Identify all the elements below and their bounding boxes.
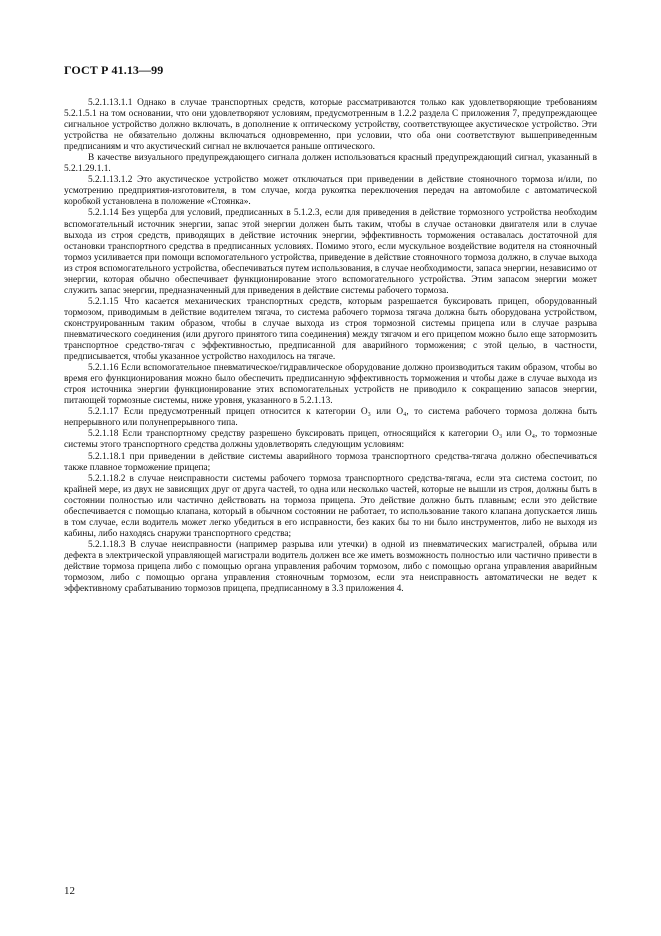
paragraph-5-2-1-13-1-2: 5.2.1.13.1.2 Это акустическое устройство может отключаться при приведении в действие стояночного тормоза и/или, по усмотрению предприятия-изготовителя, в том случае, когда рукоятка переключения передач на автомобиле с автоматической коробкой установлена в положение «Стоянка». xyxy=(64,175,597,208)
body-text xyxy=(64,98,597,595)
paragraph-5-2-1-18-2: 5.2.1.18.2 в случае неисправности системы рабочего тормоза транспортного средства-тягача, если эта система состоит, по крайней мере, из двух не зависящих друг от друга частей, то одна или несколько частей, которые не вышли из строя, должны быть в состоянии полностью или частично действовать на тормоза прицепа. Это действие должно быть плавным; если это действие обеспечивается с помощью клапана, который в обычном состоянии не работает, то использование такого клапана допускается лишь в том случае, если водитель может легко убедиться в его исправности, без каких бы то ни было инструментов, либо не выходя из кабины, либо находясь снаружи транспортного средства; xyxy=(64,473,597,539)
paragraph-5-2-1-16: 5.2.1.16 Если вспомогательное пневматическое/гидравлическое оборудование должно производиться таким образом, чтобы во время его функционирования можно было обеспечить предписанную эффективность торможения и чтобы даже в случае выхода из строя источника энергии функционирование этих вспомогательных устройств не приводило к сокращению запасов энергии, питающей тормозные системы, ниже уровня, указанного в 5.2.1.13. xyxy=(64,363,597,407)
page-number: 12 xyxy=(64,885,75,897)
paragraph-5-2-1-18: 5.2.1.18 Если транспортному средству разрешено буксировать прицеп, относящийся к категории O₃ или O₄, то тормозные системы этого транспортного средства должны удовлетворять следующим условиям: xyxy=(64,429,597,451)
document-header: ГОСТ Р 41.13—99 xyxy=(64,63,164,77)
paragraph-5-2-1-14: 5.2.1.14 Без ущерба для условий, предписанных в 5.1.2.3, если для приведения в действие тормозного устройства необходим вспомогательный источник энергии, запас этой энергии должен быть таким, чтобы в случае остановки двигателя или в случае выхода из строя средств, приводящих в действие источник энергии, эффективность торможения оставалась достаточной для остановки транспортного средства в предписанных условиях. Помимо этого, если мускульное воздействие водителя на стояночный тормоз усиливается при помощи вспомогательного устройства, приведение в действие стояночного тормоза должно, в случае выхода из строя вспомогательного устройства, обеспечиваться путем использования, в случае необходимости, запаса энергии, независимо от энергии, которая обычно обеспечивает функционирование этого вспомогательного устройства. Этим запасом энергии может служить запас энергии, предназначенный для приведения в действие системы рабочего тормоза. xyxy=(64,208,597,296)
paragraph-5-2-1-15: 5.2.1.15 Что касается механических транспортных средств, которым разрешается буксировать прицеп, оборудованный тормозом, приводимым в действие водителем тягача, то система рабочего тормоза тягача должна быть оборудована устройством, сконструированным таким образом, чтобы в случае выхода из строя тормозной системы прицепа или в случае разрыва пневматического соединения (или другого принятого типа соединения) между тягачом и его прицепом можно было еще затормозить транспортное средство-тягач с эффективностью, предписанной для аварийного торможения; с этой целью, в частности, предписывается, чтобы указанное устройство находилось на тягаче. xyxy=(64,296,597,363)
paragraph-visual-signal: В качестве визуального предупреждающего сигнала должен использоваться красный предупреждающий сигнал, указанный в 5.2.1.29.1.1. xyxy=(64,153,597,175)
paragraph-5-2-1-17: 5.2.1.17 Если предусмотренный прицеп относится к категории O₃ или O₄, то система рабочего тормоза должна быть непрерывного или полунепрерывного типа. xyxy=(64,407,597,429)
paragraph-5-2-1-18-3: 5.2.1.18.3 В случае неисправности (например разрыва или утечки) в одной из пневматических магистралей, обрыва или дефекта в электрической управляющей магистрали водитель должен все же иметь возможность полностью или частично привести в действие тормоза прицепа либо с помощью органа управления рабочим тормозом, либо с помощью органа управления аварийным тормозом, либо с помощью органа управления стояночным тормозом, если эта неисправность автоматически не ведет к эффективному срабатыванию тормозов прицепа, предписанному в 3.3 приложения 4. xyxy=(64,539,597,595)
paragraph-5-2-1-13-1-1: 5.2.1.13.1.1 Однако в случае транспортных средств, которые рассматриваются только как удовлетворяющие требованиям 5.2.1.5.1 на том основании, что они удовлетворяют условиям, предусмотренным в 1.2.2 раздела С приложения 7, предупреждающее сигнальное устройство должно включать, в дополнение к оптическому устройству, соответствующее акустическое устройство. Эти устройства не обязательно должны включаться одновременно, при условии, что оба они соответствуют вышеприведенным предписаниям и что акустический сигнал не включается раньше оптического. xyxy=(64,98,597,153)
paragraph-5-2-1-18-1: 5.2.1.18.1 при приведении в действие системы аварийного тормоза транспортного средства-тягача должно обеспечиваться также плавное торможение прицепа; xyxy=(64,451,597,473)
